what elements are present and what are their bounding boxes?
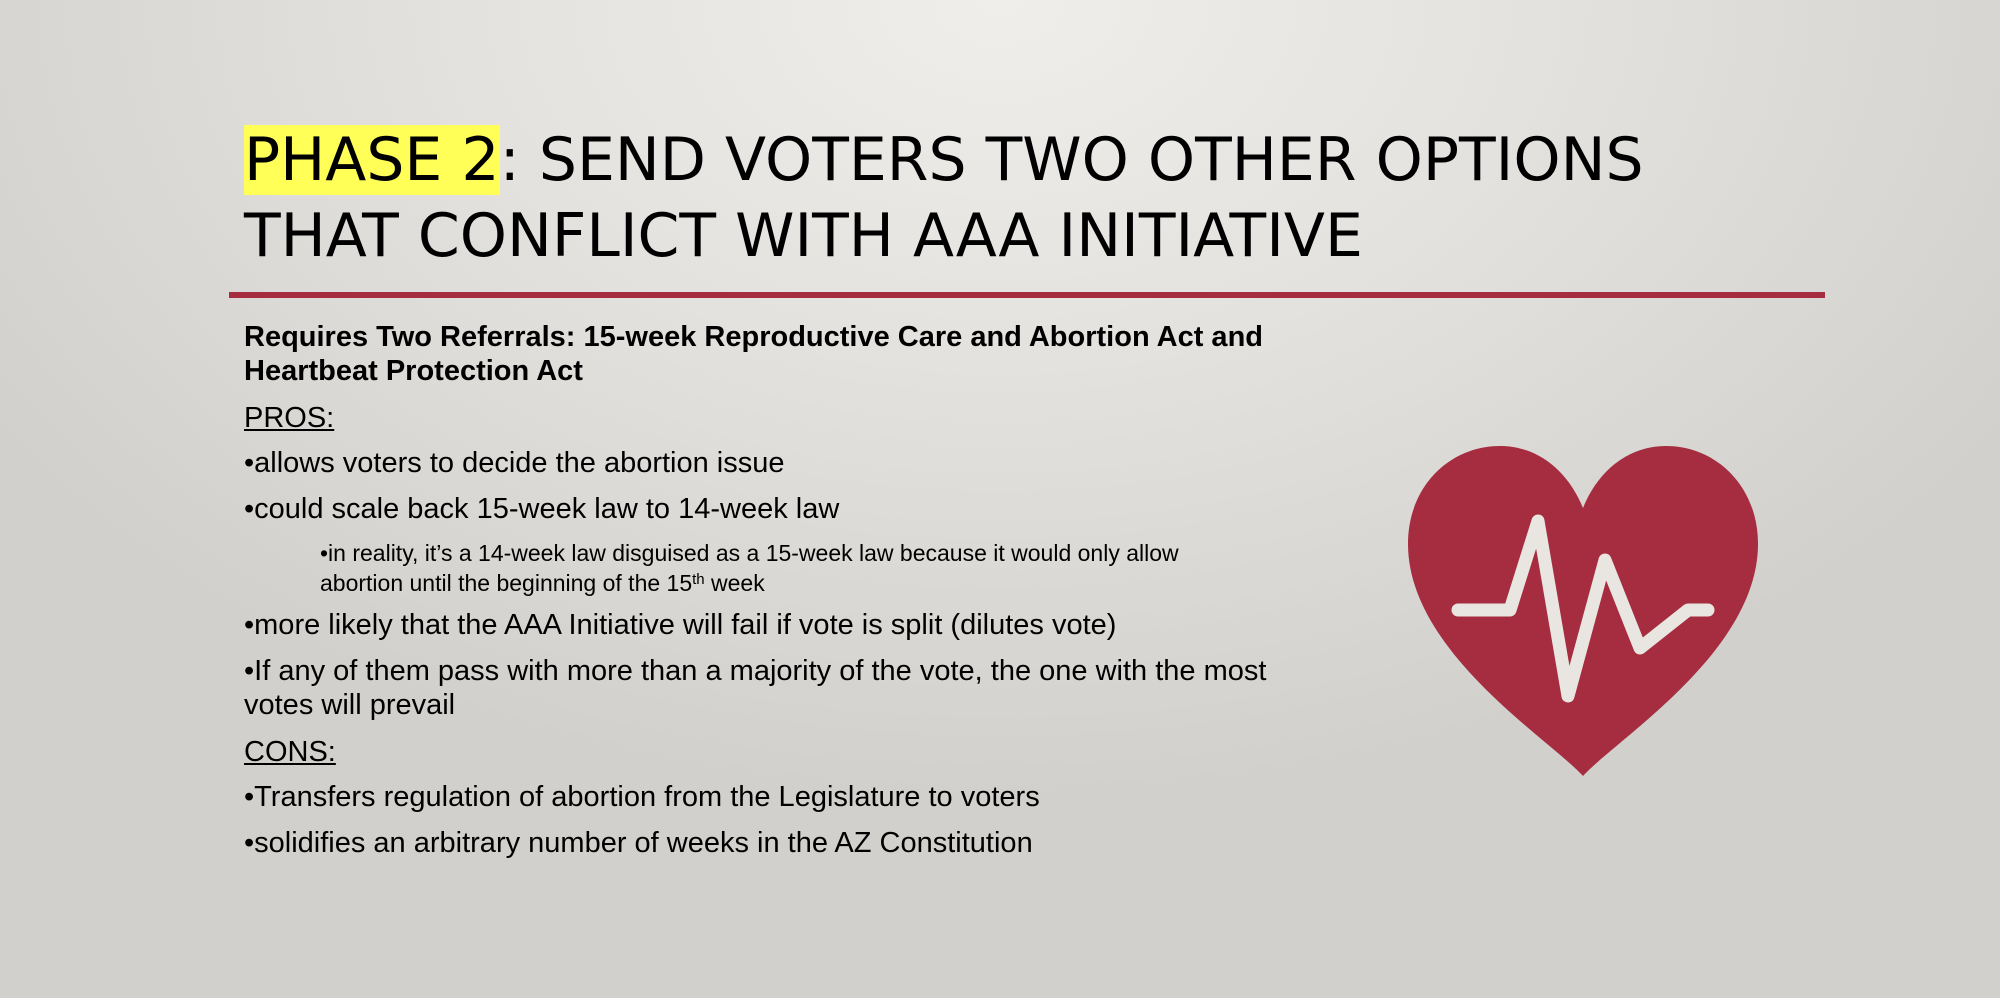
title-line-2: THAT CONFLICT WITH AAA INITIATIVE xyxy=(244,201,1363,271)
title-line-1-rest: : SEND VOTERS TWO OTHER OPTIONS xyxy=(499,125,1644,195)
pros-bullet-4-line-2: votes will prevail xyxy=(244,689,456,721)
slide-title xyxy=(244,122,1804,274)
sub-bullet-line-1: •in reality, it’s a 14-week law disguised as a 15-week law because it would only allow xyxy=(320,540,1179,566)
title-highlight: PHASE 2 xyxy=(244,125,500,195)
pros-bullet-4-line-1: •If any of them pass with more than a majority of the vote, the one with the most xyxy=(244,655,1267,687)
pros-bullet-2: •could scale back 15-week law to 14-week law xyxy=(244,493,840,525)
cons-bullet-2: •solidifies an arbitrary number of weeks in the AZ Constitution xyxy=(244,827,1033,859)
pros-bullet-3: •more likely that the AAA Initiative will fail if vote is split (dilutes vote) xyxy=(244,609,1117,641)
cons-label: CONS: xyxy=(244,736,336,768)
cons-bullet-1: •Transfers regulation of abortion from the Legislature to voters xyxy=(244,781,1040,813)
sub-bullet-line-2 xyxy=(320,568,1384,598)
title-divider xyxy=(229,292,1825,298)
pros-bullet-1: •allows voters to decide the abortion issue xyxy=(244,447,785,479)
subhead-line-1: Requires Two Referrals: 15-week Reproductive Care and Abortion Act and xyxy=(244,321,1263,353)
subhead xyxy=(244,320,1384,388)
pros-sub-bullet xyxy=(320,538,1384,598)
slide-content xyxy=(244,320,1384,872)
title-line-1 xyxy=(244,122,1804,198)
pros-bullet-4 xyxy=(244,654,1384,722)
subhead-line-2: Heartbeat Protection Act xyxy=(244,355,583,387)
sub-bullet-superscript: th xyxy=(692,571,705,588)
sub-bullet-line-2-b: week xyxy=(704,570,765,596)
sub-bullet-line-2-a: abortion until the beginning of the 15 xyxy=(320,570,693,596)
heartbeat-heart-icon xyxy=(1408,446,1758,776)
pros-label: PROS: xyxy=(244,402,335,434)
